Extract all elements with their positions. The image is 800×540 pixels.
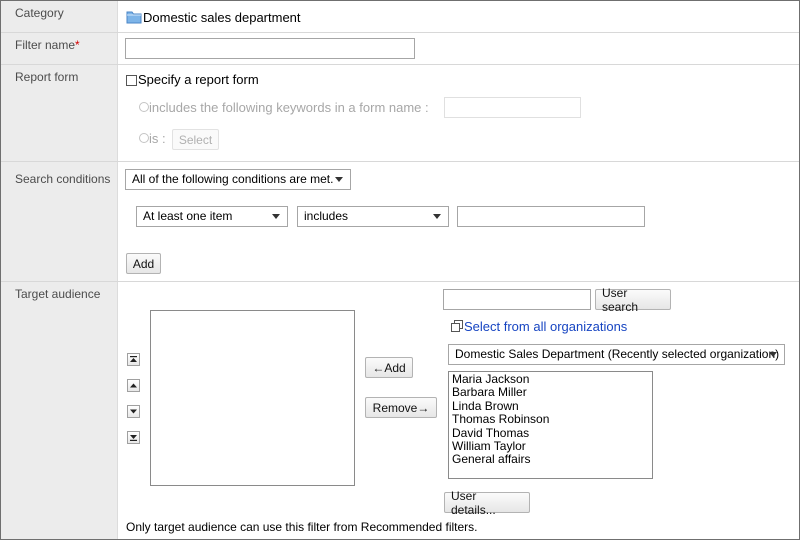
keywords-radio[interactable]	[139, 102, 149, 112]
form-is-label: is :	[149, 131, 166, 146]
user-search-button[interactable]: User search	[595, 289, 671, 310]
move-to-bottom-button[interactable]	[127, 431, 140, 444]
selected-members-list[interactable]	[150, 310, 355, 486]
user-details-button[interactable]: User details...	[444, 492, 530, 513]
remove-member-button[interactable]: Remove→	[365, 397, 437, 418]
move-bottom-icon	[129, 433, 138, 442]
chevron-down-icon	[272, 214, 280, 219]
user-search-input[interactable]	[443, 289, 591, 310]
condition-operator-value: includes	[304, 209, 349, 223]
keywords-input[interactable]	[444, 97, 581, 118]
list-item[interactable]: Thomas Robinson	[452, 412, 550, 427]
organization-select[interactable]	[448, 344, 785, 365]
category-row	[1, 1, 799, 32]
category-value: Domestic sales department	[143, 10, 301, 25]
move-down-button[interactable]	[127, 405, 140, 418]
add-condition-button[interactable]: Add	[126, 253, 161, 274]
condition-item-select[interactable]	[136, 206, 288, 227]
list-item[interactable]: Maria Jackson	[452, 372, 530, 386]
condition-item-value: At least one item	[143, 209, 233, 223]
search-conditions-label: Search conditions	[1, 162, 117, 281]
target-audience-label: Target audience	[1, 282, 117, 539]
list-item[interactable]: Barbara Miller	[452, 385, 527, 400]
filter-name-label-text: Filter name	[15, 38, 76, 52]
list-item[interactable]: David Thomas	[452, 425, 530, 440]
form-is-radio[interactable]	[139, 133, 149, 143]
chevron-down-icon	[769, 352, 777, 357]
filter-name-row	[1, 33, 799, 64]
organization-value: Domestic Sales Department (Recently selected organization)	[455, 347, 780, 361]
target-audience-note: Only target audience can use this filter from Recommended filters.	[126, 520, 478, 534]
move-up-button[interactable]	[127, 379, 140, 392]
move-up-icon	[129, 381, 138, 390]
select-all-organizations-link[interactable]: Select from all organizations	[464, 319, 628, 334]
filter-name-input[interactable]	[125, 38, 415, 59]
match-mode-value: All of the following conditions are met.	[132, 172, 334, 186]
required-mark: *	[75, 38, 80, 52]
candidate-users-list[interactable]	[448, 371, 653, 479]
condition-operator-select[interactable]	[297, 206, 449, 227]
move-down-icon	[129, 407, 138, 416]
search-conditions-row	[1, 162, 799, 281]
category-label: Category	[1, 1, 117, 32]
chevron-down-icon	[433, 214, 441, 219]
match-mode-select[interactable]	[125, 169, 351, 190]
filter-name-label	[1, 33, 117, 64]
list-item[interactable]: William Taylor	[452, 439, 526, 454]
move-top-icon	[129, 355, 138, 364]
report-form-row	[1, 65, 799, 161]
folder-icon	[126, 10, 142, 27]
specify-report-form-checkbox[interactable]	[126, 75, 137, 86]
condition-value-input[interactable]	[457, 206, 645, 227]
add-member-button[interactable]: ←Add	[365, 357, 413, 378]
target-audience-row	[1, 282, 799, 539]
specify-report-form-label: Specify a report form	[138, 72, 259, 87]
list-item[interactable]: General affairs	[452, 452, 531, 467]
move-to-top-button[interactable]	[127, 353, 140, 366]
report-form-label: Report form	[1, 65, 117, 161]
list-item[interactable]: Linda Brown	[452, 398, 519, 413]
org-window-icon	[451, 320, 463, 335]
select-form-button[interactable]: Select	[172, 129, 219, 150]
keywords-option-label: includes the following keywords in a form name :	[149, 100, 429, 115]
chevron-down-icon	[335, 177, 343, 182]
